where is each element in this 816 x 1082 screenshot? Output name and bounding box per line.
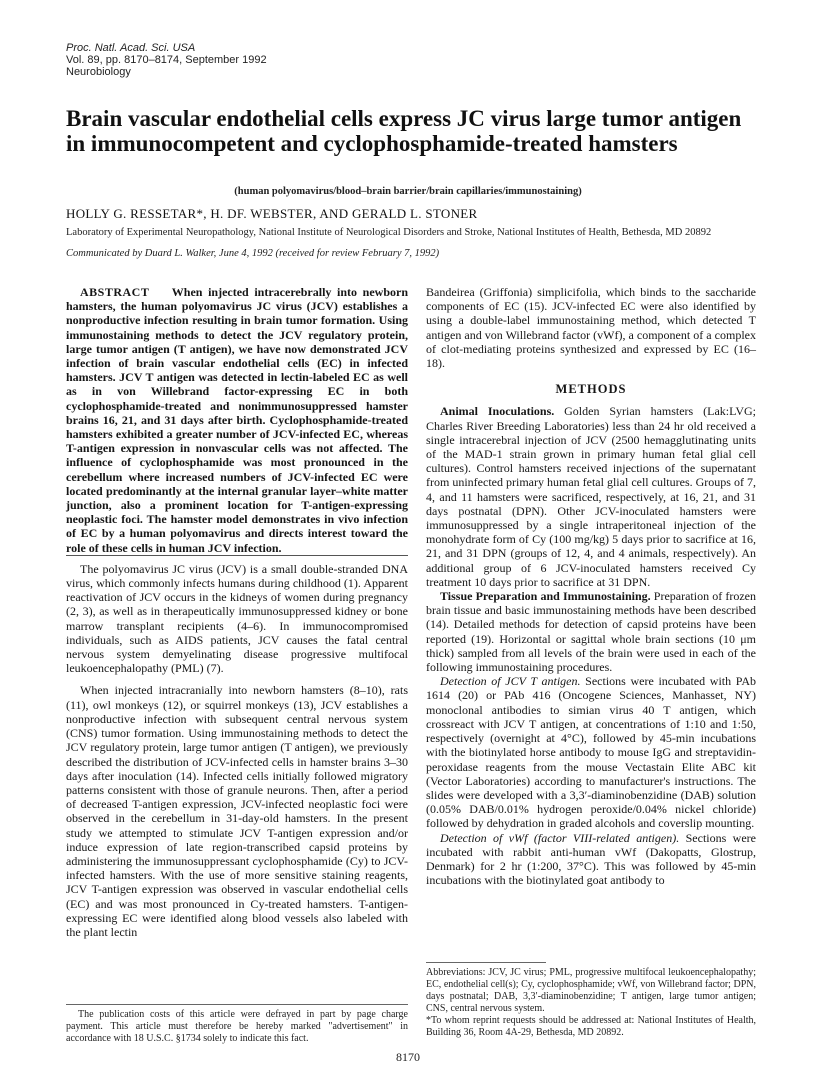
intro-continued: Bandeirea (Griffonia) simplicifolia, which binds to the saccharide components of EC (15). JCV-infected EC were also identified by using a double-label immunostaining method, which detected T antigen and von Willebrand factor (vWf), a component of a complex of clot-mediating proteins synthesized and expressed by EC (16–18). — [426, 285, 756, 371]
reprint-footnote: *To whom reprint requests should be addressed at: National Institutes of Health, Building 36, Room 4A-29, Bethesda, MD 20892. — [426, 1015, 756, 1038]
vwf-paragraph — [426, 831, 756, 888]
animal-inoculations-text: Golden Syrian hamsters (Lak:LVG; Charles River Breeding Laboratories) less than 24 hr old received a single intracerebral injection of JCV (2500 hemagglutinating units of the MAD-1 strain grown in primary human fetal glial cell cultures). Control hamsters received injections of the supernatant from uninfected primary human fetal glial cell cultures. Groups of 7, 4, and 11 hamsters were sacrificed, respectively, at 16, 21, and 31 days postnatal (DPN). Other JCV-inoculated hamsters were immunosuppressed by a single intraperitoneal injection of the monohydrate form of Cy (100 mg/kg) 5 days prior to sacrifice at 16, 21, and 31 DPN (groups of 12, 4, and 4 animals, respectively). An additional group of 6 JCV-inoculated hamsters received Cy treatment 10 days prior to sacrifice at 31 DPN. — [426, 404, 756, 589]
journal-volume: Vol. 89, pp. 8170–8174, September 1992 — [66, 54, 267, 66]
publication-cost-footnote — [66, 1004, 408, 1045]
tantigen-text: Sections were incubated with PAb 1614 (20) or PAb 416 (Oncogene Sciences, Manhasset, NY) monoclonal antibodies to simian virus 40 T antigen, which crossreact with JCV T antigen, at concentrations of 1:10 and 1:50, respectively (overnight at 4°C), followed by 45-min incubations with the biotinylated horse antibody to mouse IgG and streptavidin-peroxidase reagents from the mouse Vectastain Elite ABC kit (Vector Laboratories) according to manufacturer's instructions. The slides were developed with a 3,3′-diaminobenzidine (DAB) solution (0.05% DAB/0.01% hydrogen peroxide/0.04% nickel chloride) followed by dehydration in graded alcohols and coverslip mounting. — [426, 674, 757, 831]
abbreviations-text: Abbreviations: JCV, JC virus; PML, progressive multifocal leukoencephalopathy; EC, endothelial cell(s); Cy, cyclophosphamide; vWf, von Willebrand factor; DPN, days postnatal; DAB, 3,3′-diaminobenzidine; T antigen, large tumor antigen; CNS, central nervous system. — [426, 967, 756, 1014]
abbreviations-footnote — [426, 962, 756, 1039]
page-number: 8170 — [396, 1050, 420, 1064]
tissue-runin: Tissue Preparation and Immunostaining. — [440, 589, 651, 604]
publication-cost-text: The publication costs of this article were defrayed in part by page charge payment. This article must therefore be hereby marked "advertisement" in accordance with 18 U.S.C. §1734 solely to indicate this fact. — [66, 1009, 408, 1044]
authors: HOLLY G. RESSETAR*, H. DF. WEBSTER, AND GERALD L. STONER — [66, 206, 478, 221]
footnote-rule-right — [426, 962, 546, 963]
affiliation: Laboratory of Experimental Neuropathology, National Institute of Neurological Disorders and Stroke, National Institutes of Health, Bethesda, MD 20892 — [66, 227, 712, 238]
animal-inoculations-paragraph — [426, 404, 756, 589]
intro-paragraph-1: The polyomavirus JC virus (JCV) is a small double-stranded DNA virus, which commonly infects humans during childhood (1). Apparent reactivation of JCV occurs in the kidneys of women during pregnancy (2, 3), as well as in therapeutically immunosuppressed kidney or bone marrow transplant recipients (4–6). In immunocompromised individuals, such as AIDS patients, JCV causes the fatal central nervous system demyelinating disease progressive multifocal leukoencephalopathy (PML) (7). — [66, 561, 408, 676]
tantigen-runin: Detection of JCV T antigen. — [440, 674, 581, 689]
communicated-line: Communicated by Duard L. Walker, June 4, 1992 (received for review February 7, 1992) — [66, 248, 440, 259]
abstract — [66, 285, 408, 555]
footnote-rule-left — [66, 1004, 408, 1005]
tissue-text: Preparation of frozen brain tissue and basic immunostaining methods have been described (14). Detailed methods for detection of capsid proteins have been reported (19). Horizontal or sagittal whole brain sections (10 μm thick) sampled from all levels of the brain were used in each of the following immunostaining procedures. — [426, 589, 756, 675]
paragraph-gap — [66, 675, 408, 683]
tissue-paragraph — [426, 589, 756, 674]
left-column — [66, 285, 408, 939]
right-column — [426, 285, 756, 887]
abstract-text: When injected intracerebrally into newborn hamsters, the human polyomavirus JC virus (JCV) establishes a nonproductive infection resulting in brain tumor formation. Using immunostaining methods to detect the JCV regulatory protein, large tumor antigen (T antigen), we have now demonstrated JCV infection of brain vascular endothelial cells (EC) in infected hamsters. JCV T antigen was detected in lectin-labeled EC as well as in von Willebrand factor-expressing EC in both cyclophosphamide-treated and nonimmunosuppressed hamster brains 16, 21, and 31 days after birth. Cyclophosphamide-treated hamsters exhibited a greater number of JCV-infected EC, whereas T-antigen expression in nonvascular cells was not affected. The influence of cyclophosphamide was most pronounced in the cerebellum where increased numbers of JCV-infected EC were located predominantly at the internal granular layer–white matter junction, also a prominent location for T-antigen-expressing neoplastic foci. The hamster model demonstrates in vivo infection of EC by a human polyomavirus and directs interest toward the role of these cells in human JCV infection. — [66, 285, 408, 555]
journal-header — [66, 42, 267, 78]
abstract-label: ABSTRACT — [80, 285, 150, 299]
keywords: (human polyomavirus/blood–brain barrier/brain capillaries/immunostaining) — [234, 186, 582, 197]
methods-heading: METHODS — [555, 382, 627, 397]
vwf-runin: Detection of vWf (factor VIII-related antigen). — [440, 830, 680, 845]
intro-paragraph-2: When injected intracranially into newborn hamsters (8–10), rats (11), owl monkeys (12), or squirrel monkeys (13), JCV establishes a nonproductive infection with subsequent central nervous system (CNS) tumor formation. Using immunostaining methods to detect the JCV regulatory protein, large tumor antigen (T antigen), we previously described the distribution of JCV-infected cells in hamster brains 3–30 days after inoculation (14). Infected cells initially followed migratory patterns consistent with those of granule neurons. Then, after a period of decreased T-antigen expression, JCV-infected neoplastic foci were observed in the cerebellum in 31-day-old hamsters. In the present study we attempted to stimulate JCV T-antigen expression and/or induce expression of late region-transcribed capsid proteins by administering the immunosuppressant cyclophosphamide (Cy) to JCV-infected hamsters. With the use of more sensitive staining reagents, JCV T-antigen expression was observed in vascular endothelial cells (EC) and was most pronounced in Cy-treated hamsters. T-antigen-expressing EC were identified along blood vessels also labeled with the plant lectin — [66, 683, 408, 939]
animal-inoculations-runin: Animal Inoculations. — [440, 404, 555, 419]
tantigen-paragraph — [426, 674, 756, 830]
vwf-text: Sections were incubated with rabbit anti-human vWf (Dakopatts, Glostrup, Denmark) for 2 hr (1:200, 37°C). This was followed by 45-min incubations with the biotinylated goat antibody to — [426, 830, 756, 888]
journal-section: Neurobiology — [66, 66, 131, 78]
abstract-divider — [66, 555, 408, 556]
article-title: Brain vascular endothelial cells express JC virus large tumor antigen in immunocompetent and cyclophosphamide-treated hamsters — [66, 106, 742, 156]
journal-name: Proc. Natl. Acad. Sci. USA — [66, 42, 196, 54]
